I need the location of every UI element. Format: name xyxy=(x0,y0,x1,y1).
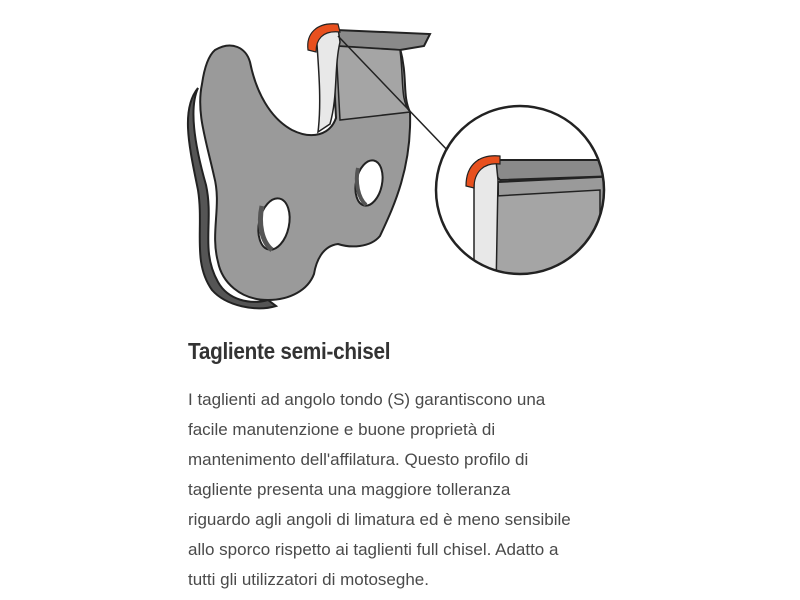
description-line: tagliente presenta una maggiore tolleranza xyxy=(188,480,511,499)
top-plate-face xyxy=(336,46,410,120)
description-line: tutti gli utilizzatori di motoseghe. xyxy=(188,570,429,589)
description-line: riguardo agli angoli di limatura ed è meno sensibile xyxy=(188,510,571,529)
description-line: I taglienti ad angolo tondo (S) garantiscono una xyxy=(188,390,546,409)
zoom-side-plate xyxy=(496,190,600,280)
description-line: mantenimento dell'affilatura. Questo profilo di xyxy=(188,450,529,469)
description-line: facile manutenzione e buone proprietà di xyxy=(188,420,496,439)
section-title: Tagliente semi-chisel xyxy=(188,338,391,364)
description-line: allo sporco rispetto ai taglienti full chisel. Adatto a xyxy=(188,540,559,559)
section-description xyxy=(188,385,628,595)
